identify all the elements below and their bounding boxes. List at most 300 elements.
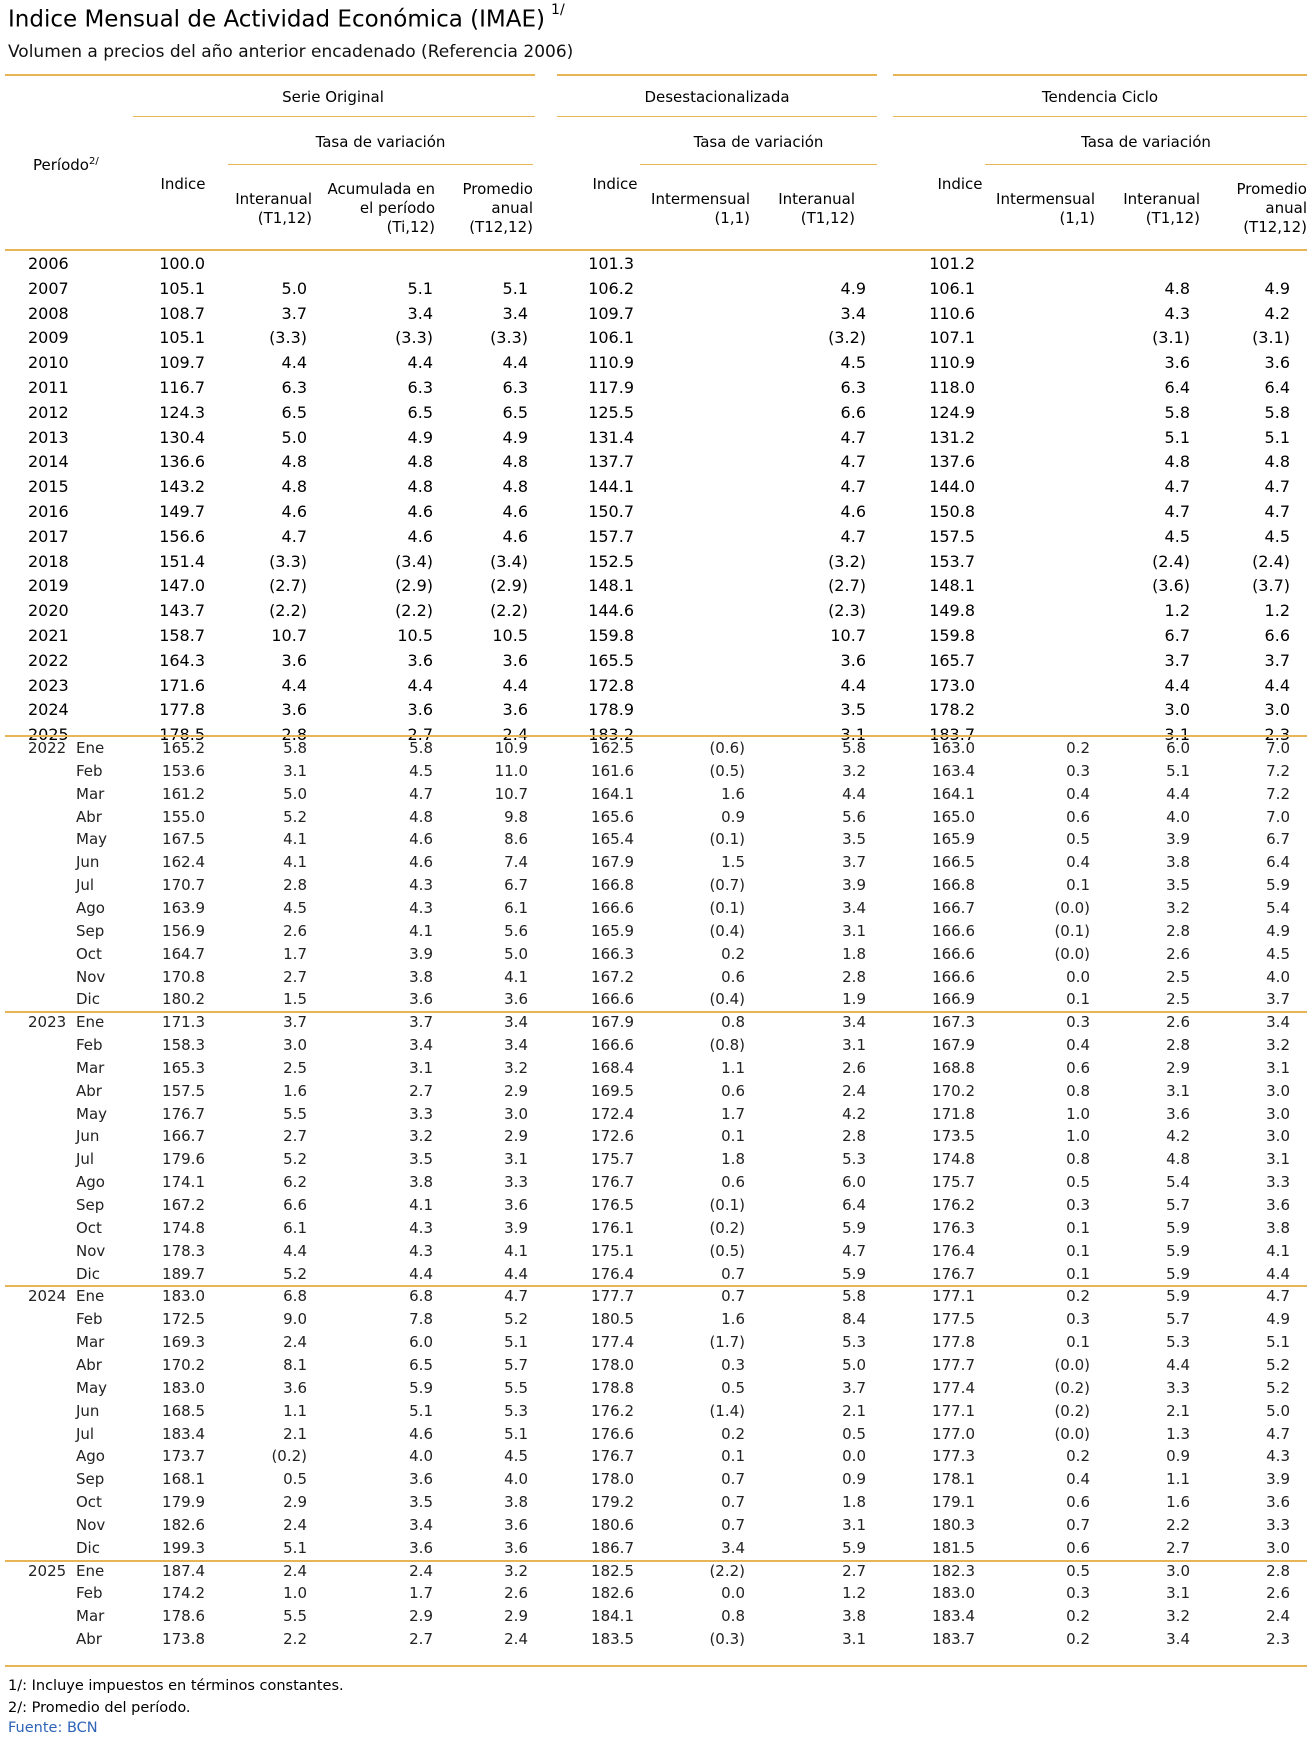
cell-intermensual-dese: 0.9 [721,807,745,826]
cell-indice-dese: 159.8 [588,626,634,645]
cell-indice-serie: 143.2 [159,477,205,497]
cell-acumulada: 2.7 [407,725,433,745]
cell-promedio-serie: 2.4 [502,725,528,745]
cell-indice-dese: 165.4 [591,830,634,849]
cell-promedio-tend: 7.2 [1266,761,1290,780]
cell-interanual-dese: 5.3 [842,1333,866,1352]
cell-indice-serie: 176.7 [162,1104,205,1123]
cell-indice-dese: 175.1 [591,1241,634,1260]
cell-intermensual-dese: 0.7 [721,1470,745,1489]
cell-interanual-tend: (3.6) [1152,576,1190,596]
cell-indice-serie: 189.7 [162,1264,205,1283]
cell-intermensual-tend: 1.0 [1066,1127,1090,1146]
cell-intermensual-tend: 0.6 [1066,1538,1090,1557]
cell-intermensual-tend: 0.5 [1066,1173,1090,1192]
cell-acumulada: 4.0 [409,1447,433,1466]
cell-interanual-serie: 2.9 [283,1493,307,1512]
cell-promedio-serie: 4.8 [502,452,528,472]
cell-acumulada: 3.5 [409,1150,433,1169]
cell-interanual-tend: 3.1 [1164,725,1190,745]
cell-indice-tend: 171.8 [932,1104,975,1123]
cell-promedio-serie: 8.6 [504,830,528,849]
cell-indice-dese: 167.9 [591,853,634,872]
cell-interanual-tend: 1.2 [1164,601,1190,621]
cell-acumulada: 3.9 [409,944,433,963]
cell-promedio-tend: 3.1 [1266,1150,1290,1169]
cell-promedio-tend: 7.0 [1266,739,1290,757]
cell-interanual-tend: 3.8 [1166,853,1190,872]
cell-indice-serie: 161.2 [162,784,205,803]
cell-indice-serie: 116.7 [159,378,205,397]
cell-promedio-tend: 3.0 [1266,1104,1290,1123]
cell-intermensual-tend: 0.6 [1066,1058,1090,1077]
title-footnote-ref: 1/ [551,2,565,18]
cell-interanual-tend: 3.6 [1166,1104,1190,1123]
cell-promedio-tend: 5.2 [1266,1355,1290,1374]
cell-promedio-tend: 4.8 [1264,452,1290,472]
header-interanual-serie: Interanual (T1,12) [235,190,312,227]
cell-acumulada: 4.6 [409,853,433,872]
cell-interanual-tend: 4.4 [1166,784,1190,803]
cell-indice-serie: 187.4 [162,1561,205,1580]
cell-acumulada: 1.7 [409,1584,433,1603]
cell-indice-serie: 100.0 [159,254,205,273]
cell-intermensual-dese: 1.5 [721,853,745,872]
cell-indice-serie: 173.8 [162,1630,205,1649]
month-label: Ene [76,739,105,757]
cell-promedio-serie: 4.4 [504,1264,528,1283]
cell-promedio-serie: 5.7 [504,1355,528,1374]
month-label: Ene [76,1561,105,1580]
cell-interanual-tend: 4.8 [1164,452,1190,472]
cell-interanual-serie: 5.5 [283,1607,307,1626]
cell-indice-tend: 177.0 [932,1424,975,1443]
cell-indice-serie: 178.5 [159,725,205,745]
cell-promedio-tend: 3.4 [1266,1013,1290,1032]
cell-indice-tend: 101.2 [929,254,975,273]
cell-indice-dese: 172.8 [588,675,634,695]
cell-indice-dese: 167.2 [591,967,634,986]
cell-interanual-dese: 4.7 [840,477,866,497]
cell-promedio-tend: 3.6 [1264,353,1290,373]
cell-indice-tend: 149.8 [929,601,975,621]
cell-acumulada: 3.6 [407,700,433,720]
cell-intermensual-dese: 3.4 [721,1538,745,1557]
cell-interanual-serie: 5.0 [281,427,307,447]
cell-interanual-tend: 6.0 [1166,739,1190,757]
cell-indice-dese: 162.5 [591,739,634,757]
cell-interanual-dese: 4.7 [840,526,866,546]
cell-intermensual-tend: 0.3 [1066,1584,1090,1603]
month-label: Jun [76,1127,100,1146]
cell-promedio-serie: 3.6 [504,1515,528,1534]
cell-acumulada: 4.9 [407,427,433,447]
cell-promedio-tend: (3.7) [1252,576,1290,596]
cell-promedio-tend: 7.2 [1266,784,1290,803]
header-subrule-5 [640,164,877,165]
cell-acumulada: 3.7 [409,1013,433,1032]
cell-indice-tend: 177.7 [932,1355,975,1374]
cell-acumulada: 3.5 [409,1493,433,1512]
cell-intermensual-tend: 0.6 [1066,1493,1090,1512]
cell-interanual-tend: 5.3 [1166,1333,1190,1352]
cell-interanual-dese: 3.1 [842,1515,866,1534]
cell-intermensual-dese: 0.5 [721,1378,745,1397]
cell-interanual-dese: 10.7 [830,626,866,645]
cell-promedio-tend: 6.4 [1266,853,1290,872]
cell-interanual-dese: 3.1 [840,725,866,745]
header-bottom-rule [5,249,1307,251]
header-tasa-dese: Tasa de variación [693,133,824,151]
month-label: Jun [76,853,100,872]
cell-indice-tend: 180.3 [932,1515,975,1534]
cell-indice-tend: 150.8 [929,502,975,521]
cell-promedio-serie: 4.6 [502,502,528,521]
cell-intermensual-dese: (0.1) [709,830,745,849]
month-label: Sep [76,921,105,940]
annual-row-year: 2019 [28,576,69,596]
cell-interanual-dese: 4.6 [840,502,866,521]
month-label: Nov [76,1515,106,1534]
month-label: Ago [76,1447,105,1466]
cell-interanual-serie: 3.6 [281,650,307,670]
cell-interanual-serie: 5.0 [283,784,307,803]
cell-indice-dese: 176.2 [591,1401,634,1420]
cell-indice-dese: 164.1 [591,784,634,803]
cell-promedio-tend: 4.0 [1266,967,1290,986]
cell-promedio-serie: 4.4 [502,353,528,373]
cell-interanual-dese: 2.4 [842,1081,866,1100]
cell-interanual-tend: 5.9 [1166,1241,1190,1260]
cell-promedio-serie: 10.9 [494,739,528,757]
cell-acumulada: 3.6 [409,1538,433,1557]
header-desestacionalizada: Desestacionalizada [644,88,790,106]
cell-interanual-serie: 4.7 [281,526,307,546]
cell-interanual-tend: 5.9 [1166,1264,1190,1283]
month-group-year: 2025 [28,1561,67,1580]
cell-promedio-serie: 3.6 [504,1196,528,1214]
cell-indice-tend: 118.0 [929,378,975,397]
cell-interanual-tend: 3.2 [1166,898,1190,917]
cell-interanual-serie: 2.8 [283,876,307,895]
cell-indice-dese: 178.0 [591,1470,634,1489]
header-subrule-2 [557,116,877,117]
cell-intermensual-dese: 0.7 [721,1264,745,1283]
cell-promedio-tend: 4.1 [1266,1241,1290,1260]
cell-intermensual-dese: 1.1 [721,1058,745,1077]
cell-promedio-tend: 1.2 [1264,601,1290,621]
month-label: Oct [76,1493,102,1512]
cell-interanual-tend: 5.1 [1166,761,1190,780]
cell-promedio-tend: 3.9 [1266,1470,1290,1489]
cell-indice-tend: 165.7 [929,650,975,670]
cell-promedio-serie: 4.5 [504,1447,528,1466]
cell-indice-tend: 170.2 [932,1081,975,1100]
cell-indice-serie: 183.0 [162,1287,205,1306]
cell-indice-tend: 166.6 [932,944,975,963]
cell-promedio-tend: 5.9 [1266,876,1290,895]
header-subrule-1 [133,116,535,117]
cell-interanual-tend: 5.9 [1166,1287,1190,1306]
cell-promedio-tend: 5.0 [1266,1401,1290,1420]
cell-interanual-dese: 2.1 [842,1401,866,1420]
cell-interanual-dese: 3.7 [842,1378,866,1397]
cell-interanual-tend: 2.8 [1166,1036,1190,1055]
cell-promedio-serie: 5.0 [504,944,528,963]
cell-promedio-tend: 3.0 [1266,1127,1290,1146]
cell-interanual-tend: 2.1 [1166,1401,1190,1420]
month-label: Abr [76,1630,102,1649]
header-rule-mid [557,74,877,76]
cell-interanual-serie: 4.5 [283,898,307,917]
cell-promedio-tend: (2.4) [1252,551,1290,571]
cell-promedio-tend: 2.3 [1266,1630,1290,1649]
cell-indice-dese: 101.3 [588,254,634,273]
cell-indice-serie: 174.8 [162,1218,205,1237]
cell-interanual-dese: 3.7 [842,853,866,872]
cell-indice-tend: 183.7 [929,725,975,745]
cell-indice-serie: 166.7 [162,1127,205,1146]
cell-interanual-tend: 4.5 [1164,526,1190,546]
cell-promedio-serie: 2.4 [504,1630,528,1649]
cell-interanual-serie: 2.8 [281,725,307,745]
footnote-1: 1/: Incluye impuestos en términos constantes. [8,1678,344,1694]
cell-promedio-serie: 4.1 [504,1241,528,1260]
cell-promedio-serie: 3.4 [502,303,528,323]
cell-intermensual-tend: 0.5 [1066,1561,1090,1580]
cell-indice-serie: 199.3 [162,1538,205,1557]
cell-acumulada: 3.6 [409,1470,433,1489]
cell-indice-tend: 110.6 [929,303,975,323]
cell-acumulada: 4.6 [407,502,433,521]
cell-promedio-serie: 2.6 [504,1584,528,1603]
month-label: May [76,1378,108,1397]
cell-interanual-dese: 3.5 [842,830,866,849]
cell-promedio-serie: 3.6 [502,700,528,720]
cell-promedio-tend: 2.3 [1264,725,1290,745]
cell-promedio-tend: 4.5 [1264,526,1290,546]
cell-acumulada: 5.1 [407,278,433,298]
cell-interanual-dese: (2.3) [828,601,866,621]
cell-intermensual-dese: (2.2) [709,1561,745,1580]
cell-acumulada: 3.4 [409,1036,433,1055]
cell-intermensual-dese: (0.4) [709,921,745,940]
cell-interanual-tend: 4.0 [1166,807,1190,826]
cell-indice-tend: 173.5 [932,1127,975,1146]
cell-indice-dese: 180.5 [591,1310,634,1329]
header-subrule-3 [893,116,1307,117]
cell-indice-dese: 184.1 [591,1607,634,1626]
cell-indice-serie: 182.6 [162,1515,205,1534]
cell-interanual-serie: 3.7 [281,303,307,323]
annual-row-year: 2022 [28,650,69,670]
cell-promedio-serie: 3.4 [504,1013,528,1032]
cell-indice-tend: 177.4 [932,1378,975,1397]
cell-acumulada: 6.5 [407,402,433,422]
cell-promedio-tend: 3.3 [1266,1515,1290,1534]
cell-interanual-dese: 3.2 [842,761,866,780]
cell-promedio-tend: 4.3 [1266,1447,1290,1466]
cell-interanual-dese: 4.5 [840,353,866,373]
cell-interanual-serie: 8.1 [283,1355,307,1374]
month-label: Ene [76,1013,105,1032]
cell-indice-tend: 177.8 [932,1333,975,1352]
cell-promedio-tend: 3.8 [1266,1218,1290,1237]
cell-promedio-serie: (2.9) [490,576,528,596]
cell-indice-dese: 117.9 [588,378,634,397]
cell-intermensual-tend: (0.0) [1054,1355,1090,1374]
cell-indice-dese: 152.5 [588,551,634,571]
cell-interanual-serie: 1.0 [283,1584,307,1603]
cell-interanual-dese: 8.4 [842,1310,866,1329]
cell-intermensual-dese: 0.7 [721,1287,745,1306]
cell-interanual-tend: 3.4 [1166,1630,1190,1649]
cell-indice-serie: 147.0 [159,576,205,596]
month-label: Feb [76,761,103,780]
cell-indice-serie: 178.6 [162,1607,205,1626]
cell-interanual-dese: 3.1 [842,921,866,940]
cell-indice-dese: 137.7 [588,452,634,472]
cell-intermensual-dese: 0.8 [721,1607,745,1626]
cell-interanual-serie: 3.6 [283,1378,307,1397]
cell-acumulada: 2.7 [409,1081,433,1100]
cell-interanual-serie: 2.7 [283,1127,307,1146]
cell-interanual-dese: 3.5 [840,700,866,720]
cell-promedio-serie: 5.2 [504,1310,528,1329]
cell-intermensual-tend: 0.1 [1066,1333,1090,1352]
header-rule-left [5,74,535,76]
cell-promedio-tend: 5.1 [1264,427,1290,447]
cell-interanual-serie: 6.6 [283,1196,307,1214]
month-label: Ago [76,1173,105,1192]
cell-promedio-serie: 3.0 [504,1104,528,1123]
cell-interanual-serie: 5.2 [283,1150,307,1169]
cell-indice-tend: 166.9 [932,990,975,1009]
cell-acumulada: (2.9) [395,576,433,596]
cell-indice-tend: 174.8 [932,1150,975,1169]
cell-indice-serie: 167.5 [162,830,205,849]
cell-indice-tend: 176.4 [932,1241,975,1260]
cell-interanual-tend: 3.6 [1164,353,1190,373]
cell-indice-serie: 156.6 [159,526,205,546]
cell-promedio-serie: 6.5 [502,402,528,422]
cell-intermensual-tend: 0.3 [1066,1013,1090,1032]
cell-interanual-tend: 2.5 [1166,990,1190,1009]
cell-interanual-dese: 5.9 [842,1538,866,1557]
cell-interanual-dese: (3.2) [828,551,866,571]
cell-indice-tend: 177.5 [932,1310,975,1329]
month-label: Sep [76,1196,105,1214]
cell-indice-serie: 156.9 [162,921,205,940]
cell-intermensual-tend: 0.1 [1066,1218,1090,1237]
cell-interanual-dese: 4.7 [840,427,866,447]
cell-interanual-serie: 2.6 [283,921,307,940]
cell-indice-serie: 171.3 [162,1013,205,1032]
cell-indice-serie: 164.7 [162,944,205,963]
cell-intermensual-dese: (0.2) [709,1218,745,1237]
cell-indice-serie: 183.4 [162,1424,205,1443]
month-label: Mar [76,784,105,803]
cell-interanual-serie: 10.7 [271,626,307,645]
cell-interanual-serie: 2.4 [283,1333,307,1352]
annual-row-year: 2021 [28,626,69,645]
cell-indice-dese: 172.4 [591,1104,634,1123]
cell-acumulada: (2.2) [395,601,433,621]
cell-interanual-dese: 1.8 [842,944,866,963]
month-group-year: 2024 [28,1287,67,1306]
cell-interanual-dese: 4.2 [842,1104,866,1123]
cell-promedio-tend: 4.4 [1264,675,1290,695]
cell-indice-serie: 174.1 [162,1173,205,1192]
cell-indice-tend: 179.1 [932,1493,975,1512]
cell-acumulada: 2.9 [409,1607,433,1626]
cell-indice-dese: 110.9 [588,353,634,373]
cell-acumulada: 3.2 [409,1127,433,1146]
cell-indice-serie: 178.3 [162,1241,205,1260]
cell-intermensual-dese: 0.1 [721,1127,745,1146]
cell-interanual-tend: 3.7 [1164,650,1190,670]
cell-interanual-tend: 2.8 [1166,921,1190,940]
cell-indice-tend: 137.6 [929,452,975,472]
cell-acumulada: 3.1 [409,1058,433,1077]
cell-indice-tend: 177.1 [932,1287,975,1306]
cell-indice-tend: 182.3 [932,1561,975,1580]
cell-indice-dese: 182.6 [591,1584,634,1603]
cell-acumulada: 4.6 [409,830,433,849]
cell-indice-tend: 176.2 [932,1196,975,1214]
cell-indice-serie: 170.8 [162,967,205,986]
cell-interanual-serie: 2.2 [283,1630,307,1649]
cell-indice-dese: 172.6 [591,1127,634,1146]
cell-promedio-tend: 3.2 [1266,1036,1290,1055]
cell-indice-tend: 175.7 [932,1173,975,1192]
cell-indice-serie: 183.0 [162,1378,205,1397]
page-title: Indice Mensual de Actividad Económica (IMAE) $^{1/}$ [8,2,565,33]
cell-promedio-serie: 2.9 [504,1607,528,1626]
cell-interanual-tend: 4.8 [1166,1150,1190,1169]
cell-promedio-serie: 6.1 [504,898,528,917]
annual-row-year: 2012 [28,402,69,422]
cell-indice-serie: 179.6 [162,1150,205,1169]
cell-promedio-serie: 6.3 [502,378,528,397]
cell-interanual-tend: 3.9 [1166,830,1190,849]
cell-interanual-serie: 2.4 [283,1561,307,1580]
cell-indice-serie: 169.3 [162,1333,205,1352]
cell-acumulada: 6.0 [409,1333,433,1352]
cell-indice-dese: 178.9 [588,700,634,720]
annual-row-year: 2020 [28,601,69,621]
cell-interanual-tend: 6.7 [1164,626,1190,645]
cell-interanual-tend: 2.7 [1166,1538,1190,1557]
cell-intermensual-tend: (0.0) [1054,944,1090,963]
cell-intermensual-dese: 0.3 [721,1355,745,1374]
cell-promedio-tend: 4.9 [1266,1310,1290,1329]
cell-promedio-serie: 4.7 [504,1287,528,1306]
cell-intermensual-dese: 0.2 [721,1424,745,1443]
month-label: Nov [76,967,106,986]
cell-intermensual-tend: 0.0 [1066,967,1090,986]
cell-intermensual-dese: 1.7 [721,1104,745,1123]
month-label: Dic [76,1538,100,1557]
cell-acumulada: 6.3 [407,378,433,397]
cell-intermensual-dese: 0.7 [721,1493,745,1512]
cell-interanual-dese: 5.9 [842,1264,866,1283]
cell-promedio-serie: 2.9 [504,1127,528,1146]
cell-promedio-serie: 3.6 [504,990,528,1009]
cell-promedio-tend: 7.0 [1266,807,1290,826]
cell-intermensual-tend: 0.4 [1066,1470,1090,1489]
annual-monthly-divider [5,735,1307,737]
